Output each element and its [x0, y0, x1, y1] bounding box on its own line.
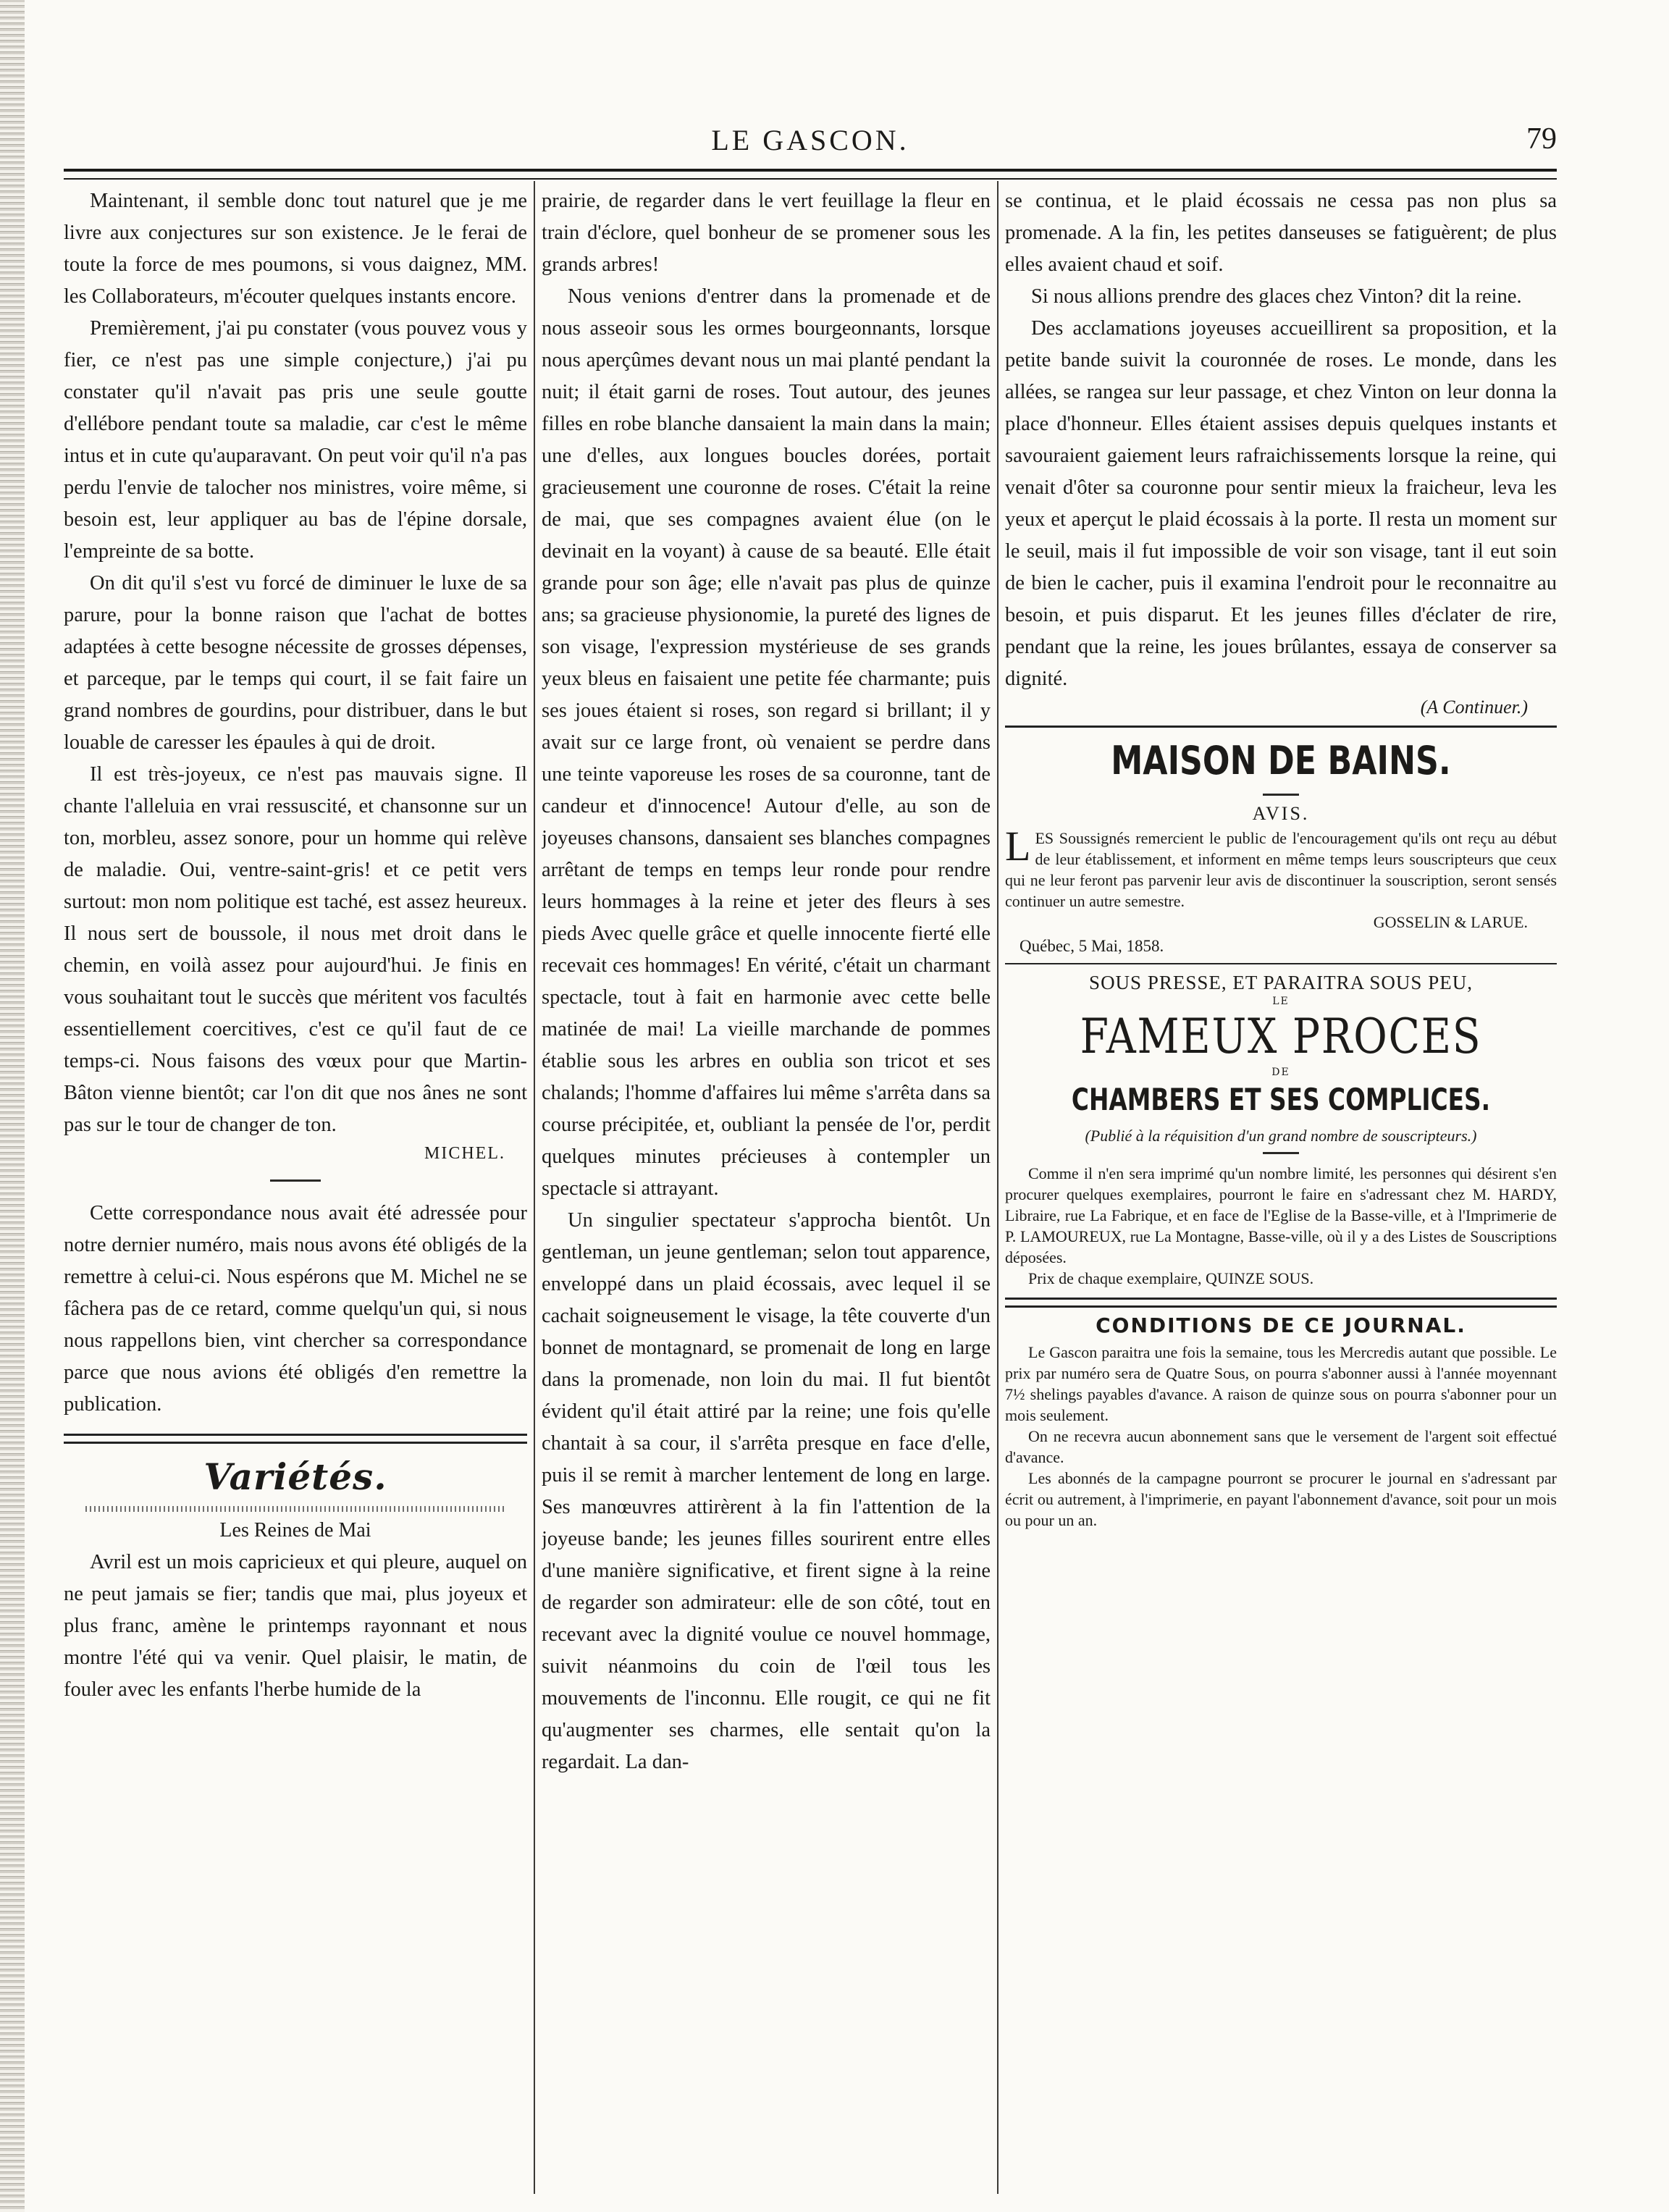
- column-divider: [997, 181, 999, 2194]
- letter-signature: MICHEL.: [424, 1144, 505, 1163]
- paragraph: Si nous allions prendre des glaces chez Vinton? dit la reine.: [1031, 285, 1522, 308]
- paragraph: On dit qu'il s'est vu forcé de diminuer le luxe de sa parure, pour la bonne raison que l'achat de bottes adaptées à cette besogne nécessite de grosses dépenses, et parceque, par le temps qui court, il se fait faire un grand nombres de gourdins, pour distribuer, dans le but louable de caresser les épaules à qui de droit.: [64, 572, 527, 754]
- column-divider: [534, 181, 535, 2194]
- ad-small-word: LE: [1272, 996, 1290, 1007]
- paragraph: Des acclamations joyeuses accueillirent sa proposition, et la petite bande suivit la couronnée de roses. Le monde, dans les allées, se rangea sur leur passage, et chez Vinton on leur donna la place d'honneur. Elles étaient assises depuis quelques instants et savouraient gaiement leurs rafraichissements lorsque la reine, qui venait d'ôter sa couronne pour sentir mieux la fraicheur, leva les yeux et aperçut le plaid écossais à la porte. Il resta un moment sur le seuil, mais il fut impossible de voir son visage, tant il eut soin de bien le cacher, puis il examina l'endroit pour le reconnaitre au besoin, et puis disparut. Et les jeunes filles d'éclater de rire, pendant que la reine, les joues brûlantes, essaya de conserver sa dignité.: [1005, 317, 1557, 690]
- column-3: [1005, 185, 1557, 2198]
- newspaper-title: LE GASCON.: [711, 124, 909, 156]
- section-rule: [1005, 1298, 1557, 1308]
- ad-subtitle: CHAMBERS ET SES COMPLICES.: [1071, 1082, 1491, 1117]
- paragraph: Avril est un mois capricieux et qui pleure, auquel on ne peut jamais se fier; tandis que mai, plus joyeux et plus franc, amène le printemps rayonnant et nous montre l'été qui va venir. Quel plaisir, le matin, de fouler avec les enfants l'herbe humide de la: [64, 1551, 527, 1701]
- page-binding-edge: [0, 0, 25, 2212]
- ornamental-rule: [85, 1506, 505, 1512]
- journal-conditions: [1005, 1313, 1557, 1531]
- paragraph: Il est très-joyeux, ce n'est pas mauvais signe. Il chante l'alleluia en vrai ressuscité, et chansonne sur un ton, morbleu, assez sonore, pour un homme qui relève de maladie. Oui, ventre-saint-gris! et ce petit vers surtout: mon nom politique est taché, est assez heureux. Il nous sert de boussole, il nous met droit dans le chemin, en voilà assez pour aujourd'hui. Je finis en vous souhaitant tout le succès que méritent vos facultés essentiellement coercitives, c'est ce qu'il faut de ce temps-ci. Nous faisons des vœux pour que Martin-Bâton vienne bientôt; car l'on dit que nos ânes ne sont pas sur le tour de changer de ton.: [64, 763, 527, 1136]
- paragraph: Premièrement, j'ai pu constater (vous pouvez vous y fier, ce n'est pas une simple conjecture,) j'ai pu constater qu'il n'avait pas pris une seule goutte d'ellébore pendant toute sa maladie, car c'est le même intus et in cute qu'auparavant. On peut voir qu'il n'a pas perdu l'envie de talocher nos ministres, voire même, si besoin est, leur appliquer au bas de l'épine dorsale, l'empreinte de sa botte.: [64, 317, 527, 563]
- separator: [270, 1179, 321, 1182]
- ad-text: LES Soussignés remercient le public de l'encouragement qu'ils ont reçu au début de leur établissement, et informent en même temps leurs souscripteurs que ceux qui ne leur feront pas parvenir leur avis de discontinuer la souscription, seront sensés continuer un autre semestre.: [1005, 823, 1557, 910]
- section-rule: [64, 1434, 527, 1444]
- ad-signature: GOSSELIN & LARUE.: [1373, 913, 1528, 931]
- ad-text: Comme il n'en sera imprimé qu'un nombre limité, les personnes qui désirent s'en procurer quelques exemplaires, pourront le faire en s'adressant chez M. HARDY, Libraire, rue La Fabrique, et en face de l'Eglise de la Basse-ville, et à l'Imprimerie de P. LAMOUREUX, rue La Montagne, Basse-ville, où il y a des Listes de Souscriptions déposées.: [1005, 1164, 1557, 1266]
- ad-subtitle: AVIS.: [1252, 803, 1310, 824]
- paragraph: Maintenant, il semble donc tout naturel que je me livre aux conjectures sur son existence. Je le ferai de toute la force de mes poumons, si vous daignez, MM. les Collaborateurs, m'écouter quelques instants encore.: [64, 190, 527, 308]
- ad-rule: [1005, 963, 1557, 964]
- column-1: [64, 185, 527, 2198]
- conditions-text: Les abonnés de la campagne pourront se procurer le journal en s'adressant par écrit ou autrement, à l'imprimerie, en payant l'abonnement d'avance, soit pour un mois ou pour un an.: [1005, 1469, 1557, 1529]
- conditions-title: CONDITIONS DE CE JOURNAL.: [1096, 1313, 1466, 1337]
- ad-small-word: DE: [1271, 1067, 1290, 1078]
- conditions-text: On ne recevra aucun abonnement sans que le versement de l'argent soit effectué d'avance.: [1005, 1427, 1557, 1466]
- section-title: Variétés.: [203, 1455, 387, 1498]
- separator: [1263, 794, 1299, 796]
- page-header: [64, 116, 1557, 174]
- conditions-text: Le Gascon paraitra une fois la semaine, tous les Mercredis autant que possible. Le prix par numéro sera de Quatre Sous, on pourra s'abonner aussi à l'année moyennant 7½ shelings payables d'avance. A raison de quinze sous on pourra s'abonner pour un mois seulement.: [1005, 1343, 1557, 1424]
- bains-advertisement: [1005, 736, 1557, 956]
- proces-advertisement: [1005, 972, 1557, 1289]
- page-number: 79: [1526, 122, 1557, 156]
- paragraph: Nous venions d'entrer dans la promenade et de nous asseoir sous les ormes bourgeonnants, lorsque nous aperçûmes devant nous un mai planté pendant la nuit; il était garni de roses. Tout autour, des jeunes filles en robe blanche dansaient la main dans la main; une d'elles, aux longues boucles dorées, portait gracieusement une couronne de roses. C'était la reine de mai, que ses compagnes avaient élue (on le devinait en la voyant) à cause de sa beauté. Elle était grande pour son âge; elle n'avait pas plus de quinze ans; sa gracieuse physionomie, la pureté des lignes de son visage, l'expression mystérieuse de ses grands yeux bleus en faisaient une petite fée charmante; puis ses joues étaient si roses, son regard si brillant; il y avait sur ce large front, où venaient se perdre dans une teinte vaporeuse les roses de sa couronne, tant de candeur et d'innocence! Autour d'elle, au son de joyeuses chansons, dansaient ses blanches compagnes arrêtant de temps en temps leur ronde pour rendre leurs hommages à la reine et jeter des fleurs à ses pieds Avec quelle grâce et quelle innocente fierté elle recevait ces hommages! En vérité, c'était un charmant spectacle, tout à fait en harmonie avec cette belle matinée de mai! La vieille marchande de pommes établie sous les arbres en oublia son tricot et ses chalands; l'homme d'affaires lui même s'arrêta dans sa course précipitée, et, oubliant la pensée de l'or, perdit quelques minutes précieuses à contempler un spectacle si attrayant.: [542, 285, 991, 1200]
- continued-note: (A Continuer.): [1420, 697, 1528, 718]
- column-2: [542, 185, 991, 2198]
- paragraph: se continua, et le plaid écossais ne cessa pas non plus sa promenade. A la fin, les petites danseuses se fatiguèrent; de plus elles avaient chaud et soif.: [1005, 190, 1557, 276]
- header-rule: [64, 169, 1557, 180]
- ad-title: MAISON DE BAINS.: [1111, 738, 1451, 783]
- ad-price: Prix de chaque exemplaire, QUINZE SOUS.: [1028, 1269, 1314, 1287]
- separator: [1263, 1152, 1299, 1154]
- paragraph: prairie, de regarder dans le vert feuillage la fleur en train d'éclore, quel bonheur de se promener sous les grands arbres!: [542, 190, 991, 276]
- article-title: Les Reines de Mai: [219, 1519, 371, 1542]
- ad-title: FAMEUX PROCES: [1080, 1009, 1482, 1064]
- editor-note: Cette correspondance nous avait été adressée pour notre dernier numéro, mais nous avons été obligés de la remettre à celui-ci. Nous espérons que M. Michel ne se fâchera pas de ce retard, comme quelqu'un qui, si nous nous rappellons bien, vint chercher sa correspondance parce que nous avions été obligés d'en remettre la publication.: [64, 1202, 527, 1416]
- ad-note: (Publié à la réquisition d'un grand nombre de souscripteurs.): [1085, 1127, 1477, 1145]
- ad-rule: [1005, 726, 1557, 731]
- ad-kicker: SOUS PRESSE, ET PARAITRA SOUS PEU,: [1089, 972, 1473, 993]
- paragraph: Un singulier spectateur s'approcha bientôt. Un gentleman, un jeune gentleman; selon tout apparence, enveloppé dans un plaid écossais, avec lequel il se cachait soigneusement le visage, la tête couverte d'un bonnet de montagnard, se promenait de long en large dans la promenade, non loin du mai. Il fut bientôt évident qu'il était attiré par la reine; une fois qu'elle chantait à sa cour, il s'arrêta presque en face d'elle, puis il se remit à marcher lentement de long en large. Ses manœuvres attirèrent à la fin l'attention de la joyeuse bande; les jeunes filles sourirent entre elles d'une manière significative, et firent signe à la reine de regarder son admirateur: elle de son côté, tout en recevant avec la dignité voulue ce nouvel hommage, suivit néanmoins du coin de l'œil tous les mouvements de l'inconnu. Elle rougit, ce qui ne fit qu'augmenter ses charmes, elle sentait qu'on la regardait. La dan-: [542, 1209, 991, 1773]
- ad-date: Québec, 5 Mai, 1858.: [1020, 937, 1164, 955]
